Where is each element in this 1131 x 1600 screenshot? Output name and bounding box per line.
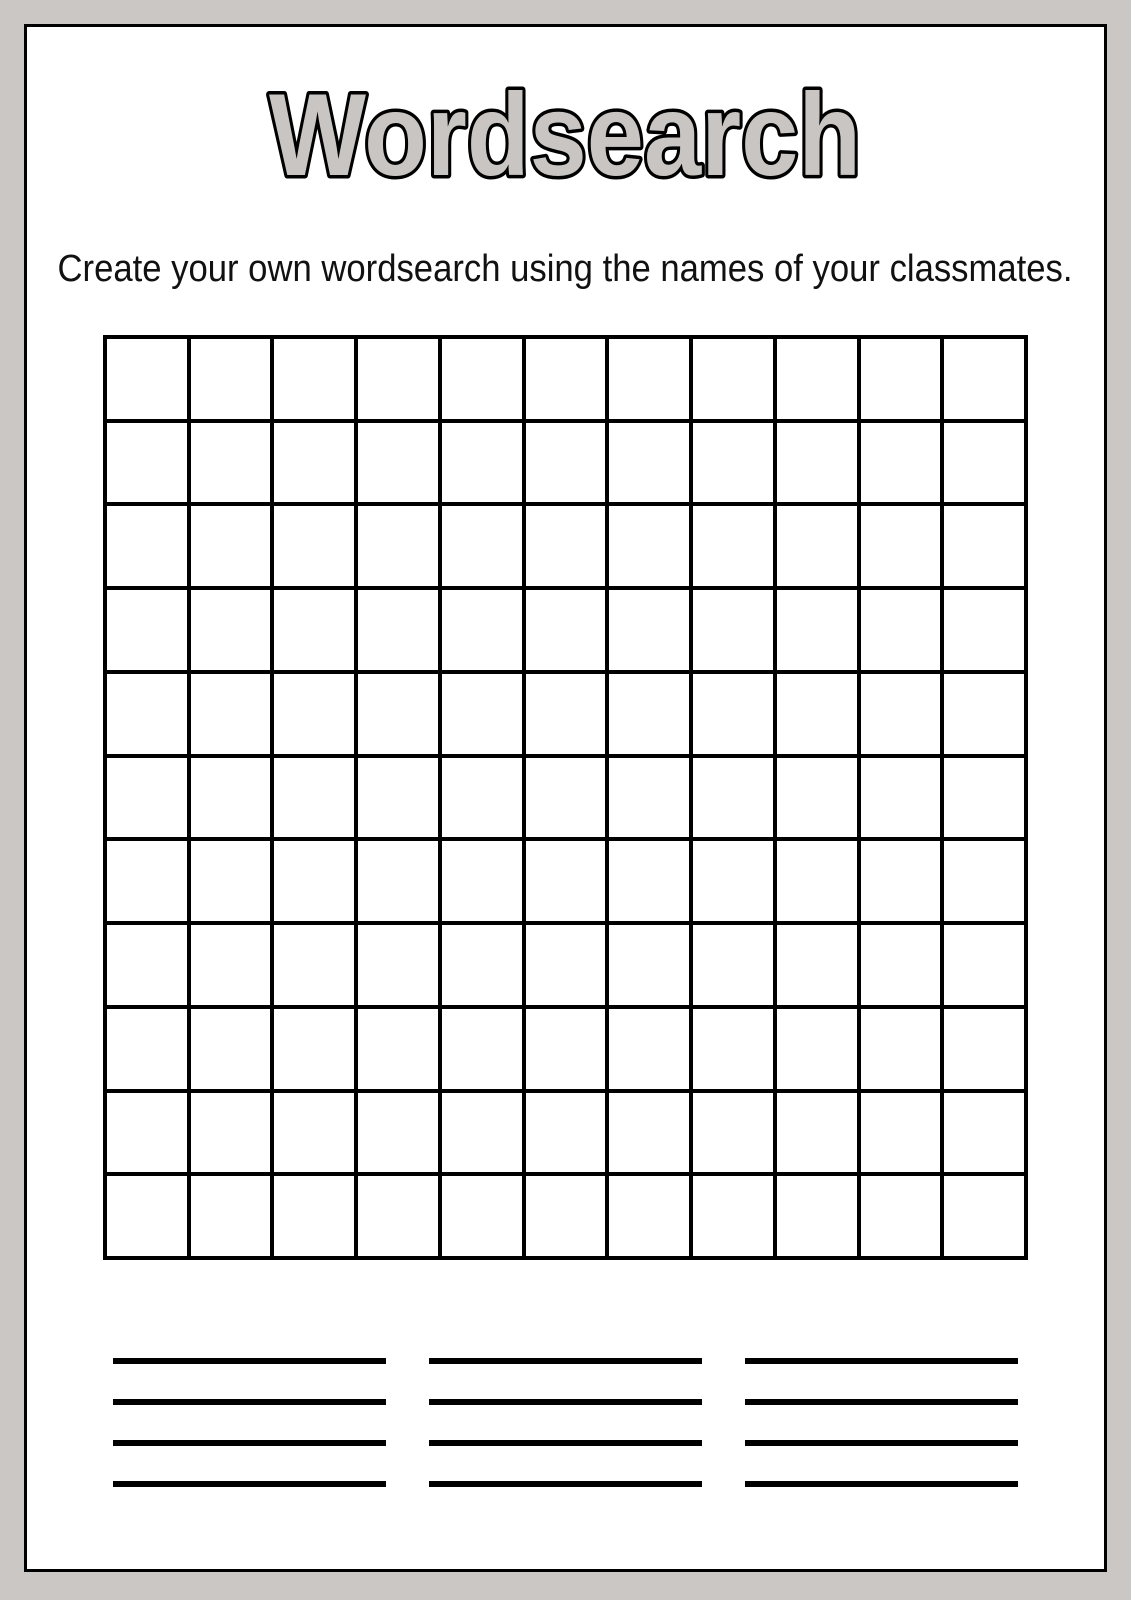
answer-line [113, 1399, 386, 1405]
grid-cell [777, 590, 857, 670]
grid-cell [358, 339, 438, 419]
grid-cell [693, 590, 773, 670]
grid-cell [526, 674, 606, 754]
grid-cell [274, 423, 354, 503]
grid-cell [693, 1176, 773, 1256]
grid-cell [526, 925, 606, 1005]
grid-cell [442, 1176, 522, 1256]
grid-cell [944, 1093, 1024, 1173]
grid-cell [777, 506, 857, 586]
grid-cell [777, 674, 857, 754]
grid-cell [274, 925, 354, 1005]
grid-cell [861, 1093, 941, 1173]
grid-cell [861, 339, 941, 419]
grid-cell [442, 1093, 522, 1173]
grid-cell [861, 841, 941, 921]
grid-cell [107, 590, 187, 670]
worksheet-page [24, 24, 1107, 1572]
grid-cell [442, 339, 522, 419]
grid-cell [693, 339, 773, 419]
worksheet-title [27, 65, 1104, 225]
grid-cell [693, 925, 773, 1005]
grid-cell [777, 841, 857, 921]
grid-cell [274, 506, 354, 586]
grid-cell [609, 1009, 689, 1089]
grid-cell [861, 506, 941, 586]
answer-line [745, 1358, 1018, 1364]
answer-line [429, 1358, 702, 1364]
answer-line [113, 1440, 386, 1446]
grid-cell [274, 674, 354, 754]
grid-cell [274, 1093, 354, 1173]
grid-cell [442, 841, 522, 921]
grid-cell [107, 841, 187, 921]
grid-cell [609, 339, 689, 419]
grid-cell [944, 423, 1024, 503]
grid-cell [191, 674, 271, 754]
grid-cell [442, 506, 522, 586]
grid-cell [777, 1176, 857, 1256]
grid-cell [442, 925, 522, 1005]
grid-cell [191, 423, 271, 503]
grid-cell [944, 758, 1024, 838]
grid-cell [526, 423, 606, 503]
grid-cell [609, 1176, 689, 1256]
grid-cell [191, 925, 271, 1005]
grid-cell [944, 1009, 1024, 1089]
grid-cell [526, 1093, 606, 1173]
grid-cell [191, 1176, 271, 1256]
grid-cell [107, 674, 187, 754]
grid-cell [693, 1009, 773, 1089]
grid-cell [358, 423, 438, 503]
grid-cell [107, 1009, 187, 1089]
grid-cell [861, 674, 941, 754]
answer-line [745, 1399, 1018, 1405]
grid-cell [944, 339, 1024, 419]
instruction-line [27, 242, 1104, 312]
grid-cell [107, 925, 187, 1005]
grid-cell [526, 1009, 606, 1089]
grid-cell [442, 590, 522, 670]
grid-cell [274, 1009, 354, 1089]
answer-line-column [113, 1358, 386, 1487]
grid-cell [944, 506, 1024, 586]
grid-cell [358, 674, 438, 754]
grid-cell [358, 925, 438, 1005]
grid-cell [107, 758, 187, 838]
grid-cell [107, 423, 187, 503]
grid-cell [693, 1093, 773, 1173]
grid-cell [526, 506, 606, 586]
grid-cell [274, 590, 354, 670]
grid-cell [526, 339, 606, 419]
grid-cell [191, 758, 271, 838]
grid-cell [944, 590, 1024, 670]
grid-cell [944, 925, 1024, 1005]
grid-cell [861, 1009, 941, 1089]
grid-cell [609, 423, 689, 503]
grid-cell [107, 506, 187, 586]
grid-cell [609, 925, 689, 1005]
grid-cell [191, 1093, 271, 1173]
grid-cell [274, 1176, 354, 1256]
grid-cell [526, 841, 606, 921]
grid-cell [861, 423, 941, 503]
grid-cell [191, 506, 271, 586]
grid-cell [442, 758, 522, 838]
grid-cell [442, 423, 522, 503]
grid-cell [526, 590, 606, 670]
grid-cell [944, 674, 1024, 754]
grid-cell [693, 758, 773, 838]
grid-cell [358, 1176, 438, 1256]
grid-cell [107, 1176, 187, 1256]
wordsearch-grid [103, 335, 1028, 1260]
grid-cell [191, 339, 271, 419]
grid-cell [609, 841, 689, 921]
grid-cell [191, 1009, 271, 1089]
grid-cell [944, 1176, 1024, 1256]
answer-line [429, 1440, 702, 1446]
grid-cell [191, 590, 271, 670]
grid-cell [358, 590, 438, 670]
grid-cell [693, 841, 773, 921]
grid-cell [861, 758, 941, 838]
grid-cell [609, 674, 689, 754]
grid-cell [609, 590, 689, 670]
answer-line [113, 1481, 386, 1487]
answer-line-column [429, 1358, 702, 1487]
grid-cell [274, 841, 354, 921]
grid-cell [609, 506, 689, 586]
grid-cell [861, 1176, 941, 1256]
grid-cell [777, 758, 857, 838]
answer-line [429, 1399, 702, 1405]
grid-cell [861, 925, 941, 1005]
grid-cell [526, 758, 606, 838]
grid-cell [944, 841, 1024, 921]
grid-cell [609, 1093, 689, 1173]
instruction-text: Create your own wordsearch using the names of your classmates. [57, 248, 1073, 290]
title-text: Wordsearch [269, 69, 861, 200]
grid-cell [274, 758, 354, 838]
grid-cell [107, 339, 187, 419]
grid-cell [777, 925, 857, 1005]
grid-cell [358, 1009, 438, 1089]
answer-line [429, 1481, 702, 1487]
grid-cell [442, 674, 522, 754]
grid-cell [274, 339, 354, 419]
grid-cell [442, 1009, 522, 1089]
grid-cell [191, 841, 271, 921]
grid-cell [107, 1093, 187, 1173]
grid-cell [358, 758, 438, 838]
grid-cell [358, 1093, 438, 1173]
grid-cell [358, 841, 438, 921]
answer-line [745, 1481, 1018, 1487]
grid-cell [693, 674, 773, 754]
grid-cell [777, 1093, 857, 1173]
grid-cell [777, 339, 857, 419]
answer-lines [113, 1358, 1018, 1487]
grid-cell [693, 423, 773, 503]
grid-cell [693, 506, 773, 586]
grid-cell [526, 1176, 606, 1256]
answer-line [745, 1440, 1018, 1446]
answer-line-column [745, 1358, 1018, 1487]
grid-cell [861, 590, 941, 670]
grid-cell [609, 758, 689, 838]
answer-line [113, 1358, 386, 1364]
grid-cell [777, 1009, 857, 1089]
grid-cell [777, 423, 857, 503]
grid-cell [358, 506, 438, 586]
